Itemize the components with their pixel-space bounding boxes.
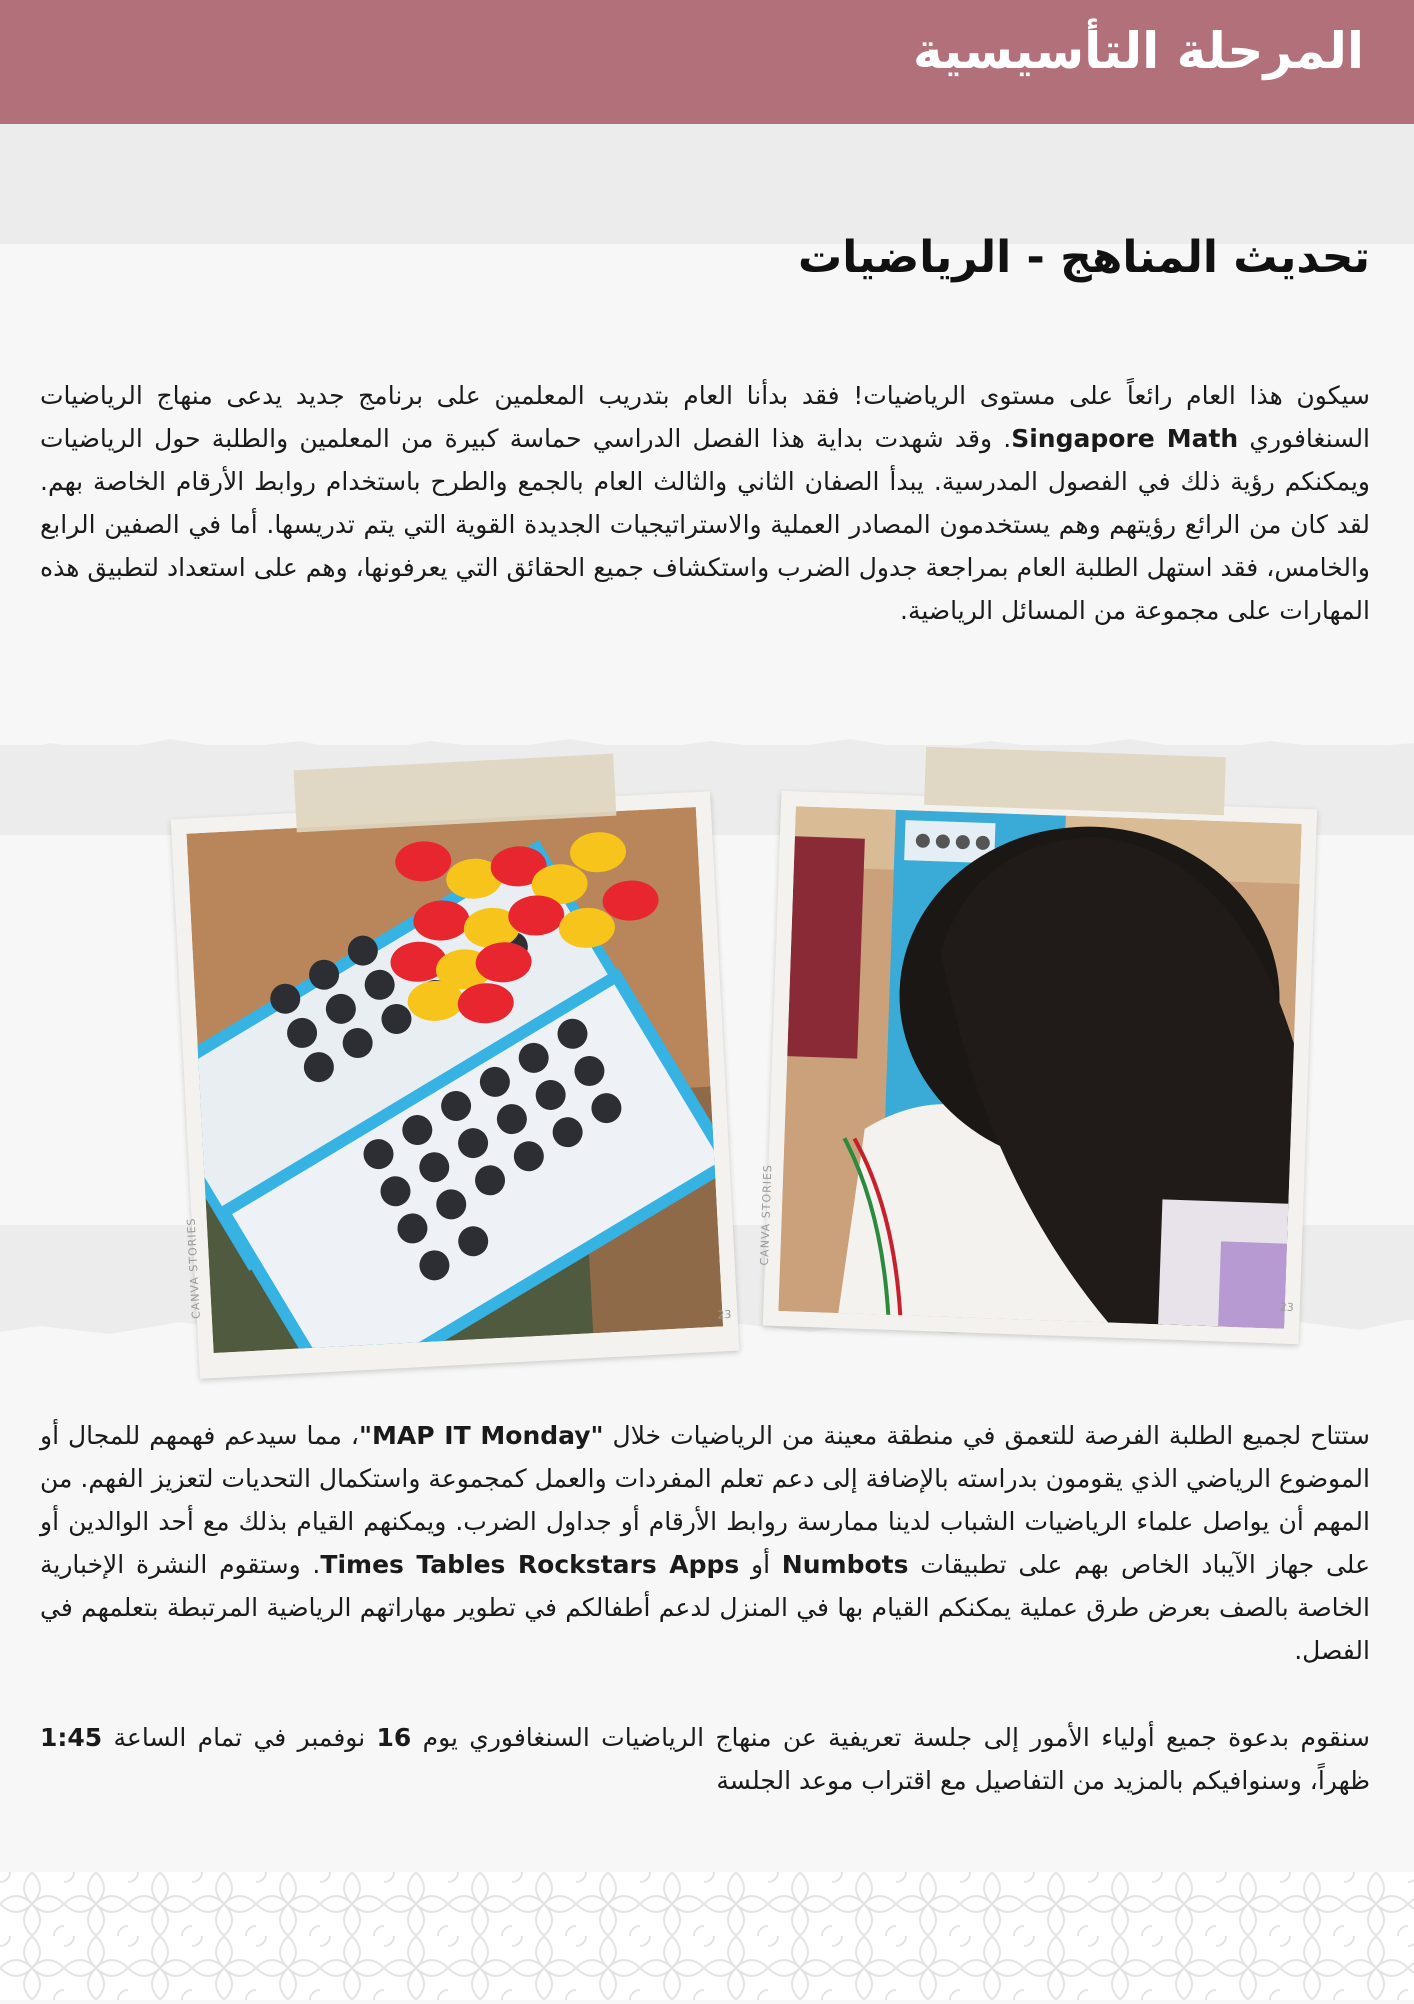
tape-strip <box>924 747 1226 815</box>
invitation-paragraph <box>40 1716 1370 1802</box>
app-name: Times Tables Rockstars Apps <box>320 1550 740 1579</box>
session-time: 1:45 <box>40 1723 103 1752</box>
footer-pattern-graphic <box>0 1872 1414 2000</box>
photo-image <box>778 806 1301 1328</box>
photo-page-mark: 23 <box>1279 1300 1295 1314</box>
paragraph-text: أو <box>739 1550 782 1579</box>
session-day: 16 <box>376 1723 412 1752</box>
paragraph-text: . وقد شهدت بداية هذا الفصل الدراسي حماسة كبيرة من المعلمين والطلبة حول الرياضيات ويمكنكم رؤية ذلك في الفصول المدرسية. يبدأ الصفان الثاني والثالث العام بالجمع والطرح باستخدام روابط الأرقام الخاصة بهم. لقد كان من الرائع رؤيتهم وهم يستخدمون المصادر العملية والاستراتيجيات الجديدة القوية التي يتم تدريسها. أما في الصفين الرابع والخامس، فقد استهل الطلبة العام بمراجعة جدول الضرب واستكشاف جميع الحقائق التي يعرفونها، وهم على استعداد لتطبيق هذه المهارات على مجموعة من المسائل الرياضية. <box>40 424 1370 625</box>
paragraph-text: ، مما سيدعم فهمهم للمجال أو الموضوع الرياضي الذي يقومون بدراسته بالإضافة إلى دعم تعلم المفردات والعمل كمجموعة واستكمال التحديات لتعزيز الفهم. من المهم أن يواصل علماء الرياضيات الشباب لدينا ممارسة روابط الأرقام أو جداول الضرب. ويمكنهم القيام بذلك مع أحد الوالدين أو على جهاز الآيباد الخاص بهم على تطبيقات <box>40 1421 1370 1579</box>
app-name: Numbots <box>781 1550 909 1579</box>
program-name: Singapore Math <box>1011 424 1239 453</box>
event-name: "MAP IT Monday" <box>358 1421 604 1450</box>
photo-counters <box>171 791 740 1378</box>
photo-watermark: CANVA STORIES <box>757 1163 775 1266</box>
torn-paper-edge <box>0 735 1414 755</box>
photo-watermark: CANVA STORIES <box>184 1217 203 1320</box>
photo-image <box>186 807 723 1353</box>
paragraph-text: سنقوم بدعوة جميع أولياء الأمور إلى جلسة تعريفية عن منهاج الرياضيات السنغافوري يوم <box>411 1723 1370 1752</box>
paragraph-text: ستتاح لجميع الطلبة الفرصة للتعمق في منطقة معينة من الرياضيات خلال <box>603 1421 1370 1450</box>
page-title: المرحلة التأسيسية <box>912 22 1364 80</box>
paragraph-text: . وستقوم النشرة الإخبارية الخاصة بالصف بعرض طرق عملية يمكنكم القيام بها في المنزل لدعم أطفالكم في تطوير مهاراتهم الرياضية المرتبطة بتعلمهم في الفصل. <box>40 1550 1370 1665</box>
paragraph-text: سيكون هذا العام رائعاً على مستوى الرياضيات! فقد بدأنا العام بتدريب المعلمين على برنامج جديد يدعى منهاج الرياضيات السنغافوري <box>40 381 1371 453</box>
intro-paragraph <box>40 374 1370 632</box>
footer-pattern <box>0 1872 1414 2000</box>
map-it-paragraph <box>40 1414 1370 1672</box>
photo-page-mark: 23 <box>717 1307 732 1322</box>
photo-student <box>757 791 1317 1344</box>
paragraph-text: ظهراً، وسنوافيكم بالمزيد من التفاصيل مع اقتراب موعد الجلسة <box>716 1766 1370 1795</box>
paragraph-text: نوفمبر في تمام الساعة <box>102 1723 377 1752</box>
header-banner <box>0 0 1414 124</box>
section-title: تحديث المناهج - الرياضيات <box>798 232 1370 283</box>
